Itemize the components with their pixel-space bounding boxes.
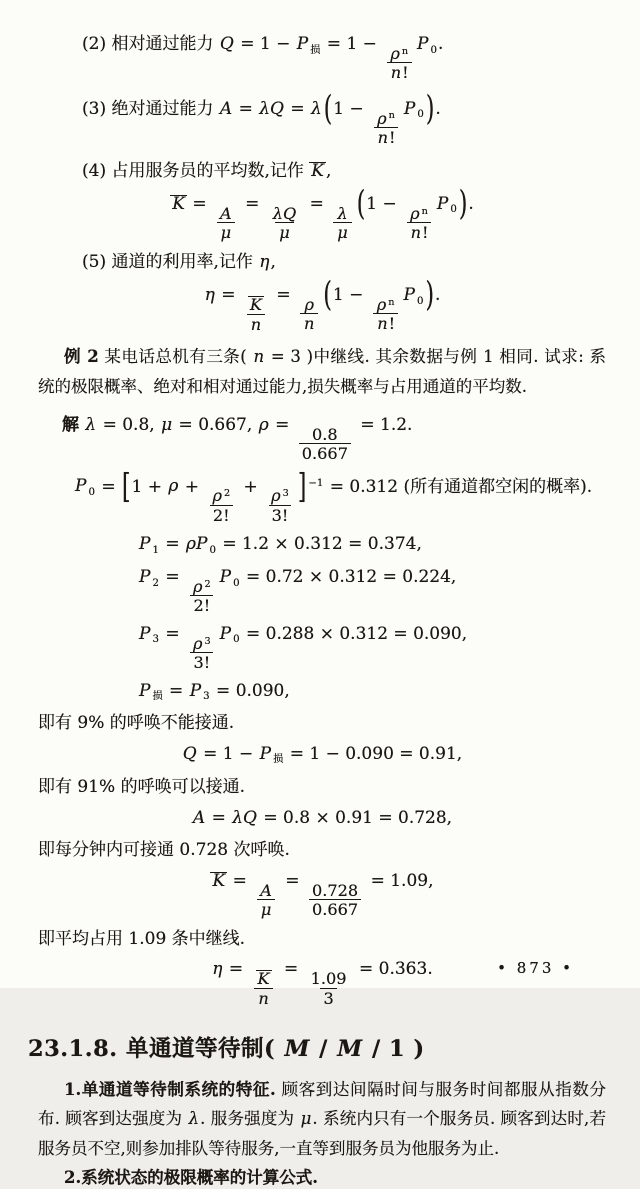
math-variable: Q <box>219 34 234 54</box>
superscript: 3 <box>282 488 289 500</box>
subscript: 0 <box>430 44 437 56</box>
text-run: = <box>159 534 185 555</box>
math-variable: P <box>417 34 429 54</box>
superscript: n <box>388 110 395 122</box>
math-variable: P <box>259 743 272 764</box>
text-run: = 3 )中继线. 其余数据与例 1 相同. 试求: 系统的极限概率、绝对和相对通过能力,损失概率与占用通道的平均数. <box>38 347 606 397</box>
fraction-denominator <box>374 127 399 146</box>
overbar-variable: K <box>172 193 185 214</box>
text-run: = 1.2 × 0.312 = 0.374, <box>216 534 422 555</box>
fraction-numerator <box>189 635 215 652</box>
fraction <box>373 110 399 147</box>
fraction-numerator <box>208 487 234 504</box>
math-variable: A <box>219 98 233 119</box>
math-variable: A <box>192 807 206 828</box>
big-delimiter: ] <box>297 467 307 507</box>
math-variable: λQ <box>272 203 297 223</box>
math-variable: P <box>139 567 151 587</box>
fraction <box>216 205 236 242</box>
math-variable: P <box>139 680 151 701</box>
math-variable: ρ <box>304 295 314 315</box>
text-run: 1.09 <box>310 969 347 989</box>
math-variable: ρ <box>258 414 269 435</box>
formula-item-2 <box>82 33 606 82</box>
text-run: , <box>326 160 332 181</box>
fraction <box>386 45 412 82</box>
text-run: = <box>239 193 265 214</box>
text-run: ! <box>388 128 396 148</box>
math-variable: n <box>377 128 388 148</box>
fraction-numerator <box>373 296 399 313</box>
math-variable: ρ <box>193 577 203 596</box>
big-delimiter: ) <box>425 89 435 129</box>
big-delimiter: ( <box>323 89 333 129</box>
fraction-numerator <box>406 205 432 222</box>
text-run: / 1 ) <box>363 1035 425 1062</box>
fraction-numerator <box>333 205 351 222</box>
math-variable: P <box>139 534 151 555</box>
fraction-numerator <box>245 295 267 314</box>
subscript: 0 <box>88 487 95 499</box>
subscript: 3 <box>203 691 210 703</box>
formula-item-4-label <box>82 160 606 183</box>
math-variable: λQ <box>259 98 284 119</box>
formula-item-3 <box>82 89 606 148</box>
text-run: . <box>468 193 474 214</box>
fraction-numerator <box>308 970 350 987</box>
bold-text-run: 例 2 <box>64 347 99 367</box>
fraction-denominator <box>247 314 265 333</box>
text-run: = 0.667, <box>173 414 258 435</box>
big-delimiter: ( <box>356 184 366 224</box>
fraction-denominator <box>217 222 236 241</box>
text-run: 即有 9% 的呼唤不能接通. <box>38 713 235 734</box>
fraction-denominator <box>190 652 213 671</box>
section-heading-23-1-8 <box>28 1034 606 1065</box>
fraction <box>309 882 361 919</box>
math-variable: ρ <box>193 633 203 653</box>
math-variable: μ <box>337 223 348 243</box>
text-run: 3 <box>323 988 334 1008</box>
fraction <box>333 205 352 242</box>
formula-a-value <box>38 807 606 830</box>
math-variable: μ <box>279 223 290 243</box>
math-variable: P <box>403 98 416 119</box>
fraction-denominator <box>309 899 361 918</box>
math-variable: P <box>296 34 309 54</box>
superscript: n <box>401 45 409 57</box>
subscript: 0 <box>450 204 457 216</box>
fraction <box>299 426 351 463</box>
fraction-denominator <box>257 899 276 918</box>
fraction <box>245 295 267 333</box>
fraction-denominator <box>275 222 294 241</box>
text-run: , <box>270 251 276 272</box>
math-variable: η <box>259 251 270 272</box>
note-average-lines <box>38 928 606 951</box>
text-run: 2.系统状态的极限概率的计算公式. <box>64 1167 318 1187</box>
fraction-numerator <box>300 296 318 313</box>
math-variable: n <box>377 314 388 334</box>
overbar-variable: K <box>249 295 262 315</box>
formula-p1 <box>138 533 606 558</box>
subscript: 3 <box>152 634 159 646</box>
fraction <box>267 487 293 524</box>
math-variable: P <box>189 680 202 701</box>
fraction-numerator <box>189 578 215 595</box>
text-run: = <box>159 567 185 587</box>
fraction-denominator <box>333 222 352 241</box>
superscript: n <box>421 205 428 217</box>
text-run: = <box>215 285 241 306</box>
math-variable: η <box>204 285 215 306</box>
fraction <box>269 205 300 242</box>
fraction <box>406 205 432 242</box>
text-run: = 1.2. <box>354 414 413 435</box>
math-variable: Q <box>182 743 197 764</box>
fraction <box>256 882 276 919</box>
math-variable: λ <box>337 203 348 223</box>
math-variable: P <box>75 476 87 497</box>
formula-p-loss <box>138 680 606 705</box>
overbar-variable: K <box>212 870 226 891</box>
formula-q-value <box>38 743 606 768</box>
fraction-numerator <box>309 882 361 899</box>
text-run: = 1.09, <box>365 870 434 891</box>
math-variable: μ <box>260 900 272 920</box>
math-variable: ρ <box>377 108 387 128</box>
text-run: ! <box>421 223 429 243</box>
example-2-statement <box>38 342 606 401</box>
big-delimiter: ) <box>425 276 434 315</box>
text-run: = <box>269 414 295 435</box>
superscript: 2 <box>223 488 231 500</box>
text-run: = <box>270 285 296 306</box>
math-variable: n <box>253 347 265 367</box>
fraction-denominator <box>300 313 318 332</box>
fraction-numerator <box>216 205 236 222</box>
text-run: 0.667 <box>301 444 348 464</box>
text-run: 即平均占用 1.09 条中继线. <box>38 928 246 949</box>
text-run: (3) 绝对通过能力 <box>82 98 219 119</box>
fraction-numerator <box>256 882 276 899</box>
math-variable: ρ <box>212 486 222 506</box>
bold-text-run: 解 <box>62 414 79 435</box>
big-delimiter: ) <box>458 184 468 224</box>
text-run: 23.1.8. 单通道等待制( <box>28 1035 284 1062</box>
fraction-numerator <box>309 426 341 443</box>
math-variable: n <box>410 223 421 243</box>
fraction-denominator <box>320 988 336 1007</box>
text-run: = 0.288 × 0.312 = 0.090, <box>240 623 468 644</box>
text-run: = <box>186 193 213 214</box>
math-variable: λQ <box>232 807 257 828</box>
overbar-variable: K <box>311 160 324 181</box>
text-run: + <box>238 476 264 497</box>
fraction-denominator <box>387 62 412 81</box>
text-run: 1 − <box>366 193 403 214</box>
text-run: . <box>434 285 441 306</box>
math-variable: A <box>220 203 232 223</box>
fraction-denominator <box>190 595 213 614</box>
math-variable: M <box>284 1035 310 1062</box>
subscript: 1 <box>152 544 159 556</box>
superscript: 3 <box>204 635 211 647</box>
math-variable: ρP <box>186 534 208 555</box>
text-run: = 1 − <box>321 34 383 54</box>
math-variable: μ <box>220 223 232 243</box>
text-run: = <box>233 98 259 119</box>
page-number: • 873 • <box>497 959 574 977</box>
text-run: = 0.8, <box>97 414 161 435</box>
text-run: = <box>95 476 121 497</box>
math-variable: n <box>390 63 402 83</box>
text-run: . <box>435 98 441 119</box>
fraction <box>308 970 350 1007</box>
subscript: 0 <box>416 295 424 307</box>
text-run: 某电话总机有三条( <box>98 347 253 367</box>
fraction <box>300 296 318 333</box>
note-9-percent <box>38 712 606 735</box>
math-variable: λ <box>85 414 97 435</box>
text-run: 即每分钟内可接通 0.728 次呼唤. <box>38 840 290 861</box>
text-run: 1 − <box>332 285 369 306</box>
fraction-denominator <box>407 222 432 241</box>
math-variable: ρ <box>271 486 281 506</box>
math-variable: P <box>139 623 151 644</box>
math-variable: ρ <box>410 203 420 223</box>
text-run: 2! <box>193 596 211 616</box>
subscript: 0 <box>233 577 240 589</box>
text-run: 1 − <box>333 98 370 119</box>
subscript: 损 <box>152 691 163 703</box>
text-run: = 0.090, <box>210 680 290 701</box>
text-run: = <box>223 959 249 980</box>
text-run: = <box>278 959 304 980</box>
note-calls-per-minute <box>38 839 606 862</box>
overbar-variable: K <box>257 969 270 989</box>
math-variable: ρ <box>168 476 179 497</box>
fraction-denominator <box>299 443 351 462</box>
math-variable: P <box>403 285 415 306</box>
text-run: 0.8 <box>312 424 338 444</box>
formula-kbar-definition <box>38 184 606 243</box>
superscript: 2 <box>204 578 211 590</box>
text-run: = 1 − <box>234 34 296 54</box>
paragraph-limit-probability-formula <box>38 1167 606 1189</box>
text-run: / <box>310 1035 337 1062</box>
text-run: + <box>179 476 205 497</box>
text-run: = <box>304 193 330 214</box>
formula-kbar-value <box>38 870 606 919</box>
subscript: 0 <box>209 544 216 556</box>
math-variable: μ <box>300 1109 312 1129</box>
fraction-denominator <box>254 988 272 1007</box>
math-variable: ρ <box>376 295 387 315</box>
text-run: 1 + <box>131 476 168 497</box>
formula-p0 <box>74 467 606 525</box>
formula-item-5-label <box>82 251 606 274</box>
formula-eta-definition <box>38 276 606 334</box>
solution-parameters <box>62 414 606 463</box>
bold-text-run: 1.单通道等待制系统的特征. <box>64 1079 276 1099</box>
text-run: = 1 − <box>197 743 259 764</box>
note-91-percent <box>38 776 606 799</box>
fraction-denominator <box>373 313 398 332</box>
text-run: = 0.8 × 0.91 = 0.728, <box>257 807 453 828</box>
subscript: 0 <box>233 634 240 646</box>
text-run: = 1 − 0.090 = 0.91, <box>284 743 463 764</box>
big-delimiter: ( <box>323 276 332 315</box>
text-run: = 0.363. <box>353 959 433 980</box>
text-run: ! <box>402 63 409 83</box>
fraction-numerator <box>253 969 275 988</box>
text-run: 3! <box>271 505 289 525</box>
fraction-denominator <box>210 505 233 524</box>
superscript: n <box>388 296 395 308</box>
text-run: ! <box>388 314 396 334</box>
text-run: . 服务强度为 <box>200 1109 300 1129</box>
subscript: 0 <box>417 109 424 121</box>
big-delimiter: [ <box>122 467 131 507</box>
math-variable: A <box>260 880 272 900</box>
fraction <box>189 635 215 672</box>
math-variable: n <box>304 314 315 334</box>
text-run: (2) 相对通过能力 <box>82 34 219 54</box>
text-run: = 0.312 (所有通道都空闲的概率). <box>324 476 593 497</box>
text-run: = <box>159 623 185 644</box>
math-variable: M <box>337 1035 363 1062</box>
text-run: = <box>227 870 253 891</box>
math-variable: λ <box>188 1109 200 1129</box>
text-run: 0.728 <box>311 880 359 900</box>
text-run: 即有 91% 的呼唤可以接通. <box>38 777 245 798</box>
paragraph-mm1-features <box>38 1075 606 1164</box>
text-run: 顾客到达间隔时间与服务时间都服从指数分布. 顾客到达强度为 <box>38 1079 606 1129</box>
superscript: −1 <box>308 477 324 489</box>
math-variable: η <box>212 959 223 980</box>
fraction <box>253 969 275 1007</box>
math-variable: n <box>258 989 269 1009</box>
text-run: 3! <box>193 653 211 673</box>
text-run: 0.667 <box>311 900 359 920</box>
text-run: = 0.72 × 0.312 = 0.224, <box>240 567 457 587</box>
formula-p2 <box>138 566 606 615</box>
subscript: 2 <box>152 577 159 589</box>
subscript: 损 <box>310 44 321 56</box>
math-variable: μ <box>161 414 173 435</box>
fraction <box>189 578 215 615</box>
math-variable: λ <box>311 98 322 119</box>
text-run: . 系统内只有一个服务员. 顾客到达时,若服务员不空,则参加排队等待服务,一直等到服务员为他服务为止. <box>38 1109 606 1158</box>
text-run: (4) 占用服务员的平均数,记作 <box>82 160 310 181</box>
fraction-denominator <box>269 505 292 524</box>
fraction <box>208 487 234 524</box>
subscript: 损 <box>273 754 284 766</box>
math-variable: P <box>436 193 449 214</box>
fraction-numerator <box>373 110 399 127</box>
text-run: = <box>163 680 189 701</box>
text-run: . <box>437 34 444 54</box>
math-variable: P <box>219 623 232 644</box>
text-run: = <box>284 98 311 119</box>
text-run: (5) 通道的利用率,记作 <box>82 251 259 272</box>
fraction-numerator <box>269 205 300 222</box>
text-run: = <box>279 870 305 891</box>
fraction-numerator <box>267 487 293 504</box>
text-run: = <box>206 807 232 828</box>
formula-p3 <box>138 623 606 672</box>
math-variable: P <box>219 567 232 587</box>
text-run: 2! <box>212 505 230 525</box>
math-variable: ρ <box>390 44 400 63</box>
fraction <box>373 296 399 333</box>
fraction-numerator <box>386 45 412 62</box>
math-variable: n <box>250 314 262 334</box>
